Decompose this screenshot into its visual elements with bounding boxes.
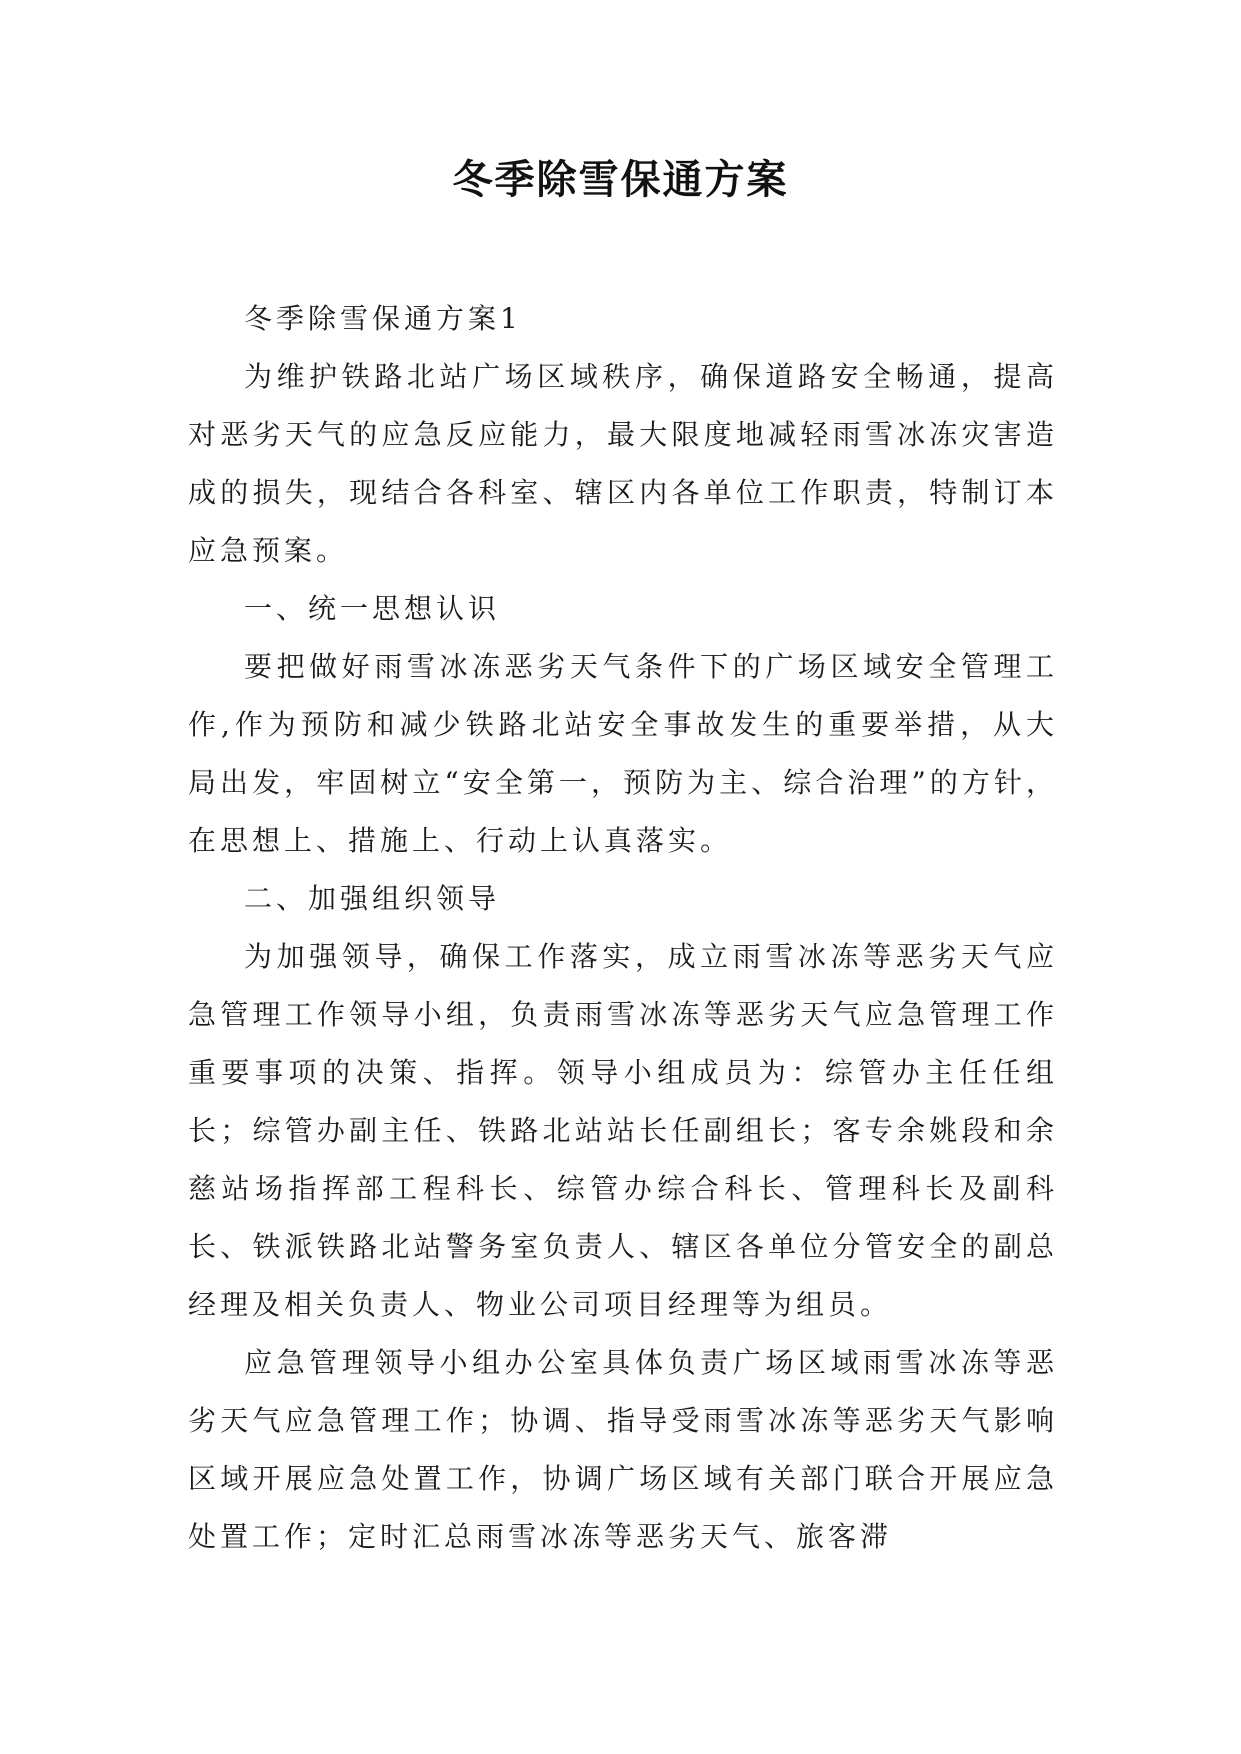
section-heading-1: 一、统一思想认识	[244, 592, 501, 625]
paragraph-section-2: 为加强领导，确保工作落实，成立雨雪冰冻等恶劣天气应急管理工作领导小组，负责雨雪冰冻等恶劣天气应急管理工作重要事项的决策、指挥。领导小组成员为：综管办主任任组长；综管办副主任、铁路北站站长任副组长；客专余姚段和余慈站场指挥部工程科长、综管办综合科长、管理科长及副科长、铁派铁路北站警务室负责人、辖区各单位分管安全的副总经理及相关负责人、物业公司项目经理等为组员。	[188, 940, 1058, 1321]
section-subtitle: 冬季除雪保通方案1	[244, 302, 522, 335]
document-body	[188, 290, 1058, 1566]
paragraph-section-1: 要把做好雨雪冰冻恶劣天气条件下的广场区域安全管理工作,作为预防和减少铁路北站安全事故发生的重要举措，从大局出发，牢固树立“安全第一，预防为主、综合治理”的方针，在思想上、措施上、行动上认真落实。	[188, 650, 1058, 857]
section-heading-2: 二、加强组织领导	[244, 882, 501, 915]
paragraph-section-2-office: 应急管理领导小组办公室具体负责广场区域雨雪冰冻等恶劣天气应急管理工作；协调、指导受雨雪冰冻等恶劣天气影响区域开展应急处置工作，协调广场区域有关部门联合开展应急处置工作；定时汇总雨雪冰冻等恶劣天气、旅客滞	[188, 1346, 1058, 1553]
document-title: 冬季除雪保通方案	[452, 157, 789, 203]
paragraph-intro: 为维护铁路北站广场区域秩序，确保道路安全畅通，提高对恶劣天气的应急反应能力，最大限度地减轻雨雪冰冻灾害造成的损失，现结合各科室、辖区内各单位工作职责，特制订本应急预案。	[188, 360, 1058, 567]
